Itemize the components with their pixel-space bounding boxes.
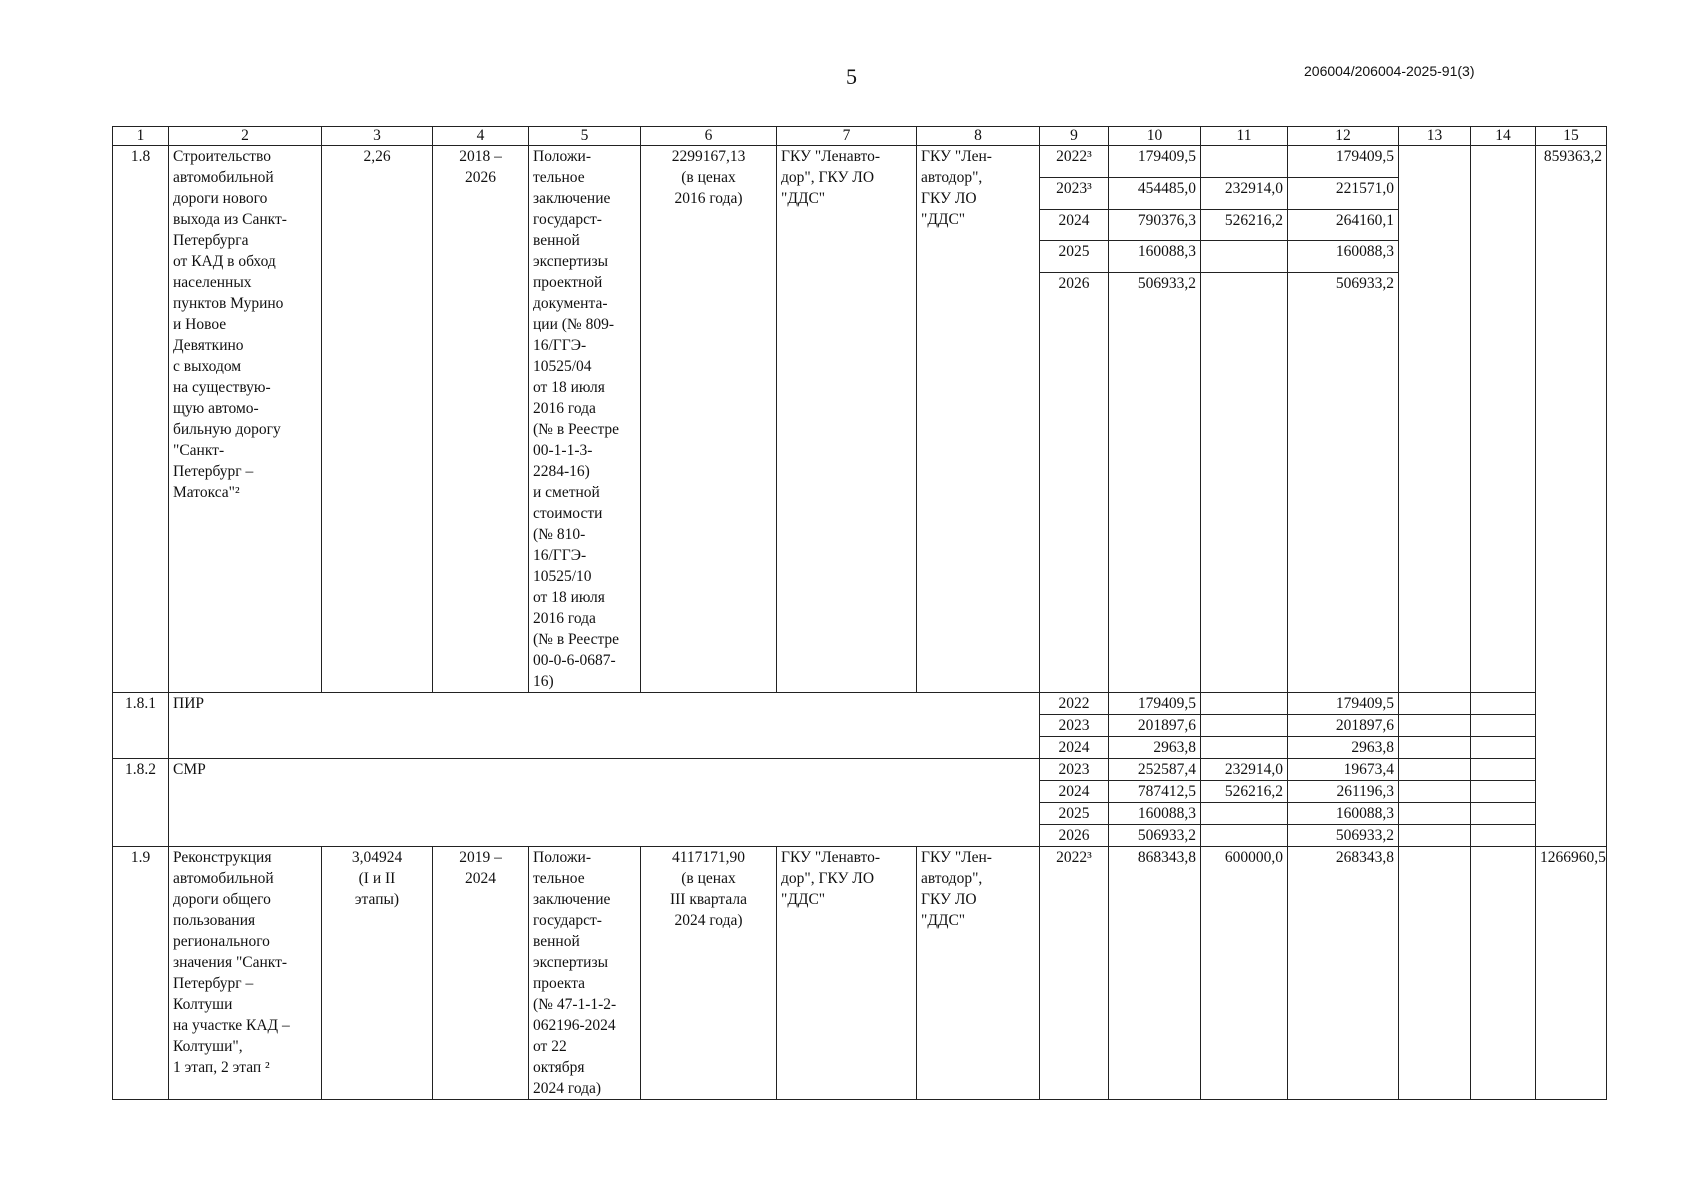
- object-years: 2019 – 2024: [433, 847, 529, 1100]
- value-cell: 232914,0: [1201, 759, 1288, 781]
- col-header: 10: [1109, 127, 1201, 146]
- value-cell: [1201, 737, 1288, 759]
- col-header: 3: [322, 127, 433, 146]
- value-cell: 201897,6: [1109, 715, 1201, 737]
- value-cell: 201897,6: [1288, 715, 1399, 737]
- empty-cell: [1471, 803, 1536, 825]
- empty-cell: [1399, 737, 1471, 759]
- value-cell: [1201, 715, 1288, 737]
- value-cell: 160088,3: [1288, 803, 1399, 825]
- value-cell: 268343,8: [1288, 847, 1399, 1100]
- empty-cell: [1399, 781, 1471, 803]
- expertise-doc: Положи- тельное заключение государст- венной экспертизы проекта (№ 47-1-1-2- 062196-2024 от 22 октября 2024 года): [529, 847, 641, 1100]
- value-cell: [1201, 146, 1288, 178]
- operator: ГКУ "Лен- автодор", ГКУ ЛО "ДДС": [917, 146, 1040, 693]
- value-cell: 160088,3: [1109, 241, 1201, 273]
- empty-cell: [1471, 847, 1536, 1100]
- value-cell: 526216,2: [1201, 781, 1288, 803]
- row-number: 1.8.1: [113, 693, 169, 759]
- value-cell: 252587,4: [1109, 759, 1201, 781]
- empty-cell: [1471, 737, 1536, 759]
- value-cell: 179409,5: [1109, 146, 1201, 178]
- col-header: 2: [169, 127, 322, 146]
- row-number: 1.9: [113, 847, 169, 1100]
- year-cell: 2023³: [1040, 177, 1109, 209]
- value-cell: 264160,1: [1288, 209, 1399, 241]
- year-cell: 2025: [1040, 803, 1109, 825]
- customer: ГКУ "Ленавто- дор", ГКУ ЛО "ДДС": [777, 847, 917, 1100]
- value-cell: 2963,8: [1288, 737, 1399, 759]
- empty-cell: [1399, 803, 1471, 825]
- value-cell: 232914,0: [1201, 177, 1288, 209]
- value-cell: 868343,8: [1109, 847, 1201, 1100]
- year-cell: 2022: [1040, 693, 1109, 715]
- value-cell: [1201, 241, 1288, 273]
- year-cell: 2025: [1040, 241, 1109, 273]
- value-cell: 261196,3: [1288, 781, 1399, 803]
- value-cell: 179409,5: [1109, 693, 1201, 715]
- empty-cell: [1399, 759, 1471, 781]
- value-cell: 506933,2: [1288, 825, 1399, 847]
- row-number: 1.8.2: [113, 759, 169, 847]
- value-cell: 19673,4: [1288, 759, 1399, 781]
- value-cell: 179409,5: [1288, 693, 1399, 715]
- investment-table: [112, 126, 1607, 1100]
- empty-cell: [1471, 781, 1536, 803]
- col-header: 14: [1471, 127, 1536, 146]
- value-cell: 221571,0: [1288, 177, 1399, 209]
- empty-cell: [1399, 715, 1471, 737]
- col-header: 1: [113, 127, 169, 146]
- object-name: Строительство автомобильной дороги нового выхода из Санкт- Петербурга от КАД в обход населенных пунктов Мурино и Новое Девяткино с выходом на существую- щую автомо- бильную дорогу "Санкт- Петербург – Матокса"²: [169, 146, 322, 693]
- year-cell: 2022³: [1040, 847, 1109, 1100]
- operator: ГКУ "Лен- автодор", ГКУ ЛО "ДДС": [917, 847, 1040, 1100]
- table-row: [113, 693, 1607, 715]
- value-cell: 179409,5: [1288, 146, 1399, 178]
- value-cell: 787412,5: [1109, 781, 1201, 803]
- document-id: 206004/206004-2025-91(3): [1304, 63, 1475, 79]
- year-cell: 2024: [1040, 781, 1109, 803]
- col-header: 7: [777, 127, 917, 146]
- year-cell: 2023: [1040, 759, 1109, 781]
- value-cell: 506933,2: [1109, 825, 1201, 847]
- col-header: 12: [1288, 127, 1399, 146]
- page-number: 5: [846, 64, 857, 89]
- total-cell: 1266960,5: [1536, 847, 1607, 1100]
- year-cell: 2026: [1040, 825, 1109, 847]
- customer: ГКУ "Ленавто- дор", ГКУ ЛО "ДДС": [777, 146, 917, 693]
- year-cell: 2024: [1040, 737, 1109, 759]
- stage-label: ПИР: [169, 693, 1040, 759]
- empty-cell: [1471, 693, 1536, 715]
- empty-cell: [1471, 146, 1536, 693]
- col-header: 8: [917, 127, 1040, 146]
- value-cell: [1201, 825, 1288, 847]
- estimated-cost: 2299167,13 (в ценах 2016 года): [641, 146, 777, 693]
- empty-cell: [1471, 825, 1536, 847]
- header-row: [113, 127, 1607, 146]
- table-row: [113, 847, 1607, 1100]
- empty-cell: [1399, 693, 1471, 715]
- col-header: 6: [641, 127, 777, 146]
- value-cell: [1201, 693, 1288, 715]
- col-header: 9: [1040, 127, 1109, 146]
- row-number: 1.8: [113, 146, 169, 693]
- year-cell: 2023: [1040, 715, 1109, 737]
- object-length: 3,04924 (I и II этапы): [322, 847, 433, 1100]
- value-cell: [1201, 273, 1288, 693]
- value-cell: 790376,3: [1109, 209, 1201, 241]
- empty-cell: [1399, 847, 1471, 1100]
- estimated-cost: 4117171,90 (в ценах III квартала 2024 года): [641, 847, 777, 1100]
- value-cell: 2963,8: [1109, 737, 1201, 759]
- object-years: 2018 – 2026: [433, 146, 529, 693]
- total-cell: 859363,2: [1536, 146, 1607, 847]
- col-header: 11: [1201, 127, 1288, 146]
- value-cell: 506933,2: [1109, 273, 1201, 693]
- value-cell: 506933,2: [1288, 273, 1399, 693]
- empty-cell: [1471, 715, 1536, 737]
- table-row: [113, 759, 1607, 781]
- year-cell: 2026: [1040, 273, 1109, 693]
- year-cell: 2024: [1040, 209, 1109, 241]
- empty-cell: [1399, 146, 1471, 693]
- empty-cell: [1471, 759, 1536, 781]
- stage-label: СМР: [169, 759, 1040, 847]
- value-cell: 526216,2: [1201, 209, 1288, 241]
- year-cell: 2022³: [1040, 146, 1109, 178]
- table-row: [113, 146, 1607, 178]
- object-name: Реконструкция автомобильной дороги общего пользования регионального значения "Санкт- Петербург – Колтуши на участке КАД – Колтуши", 1 этап, 2 этап ²: [169, 847, 322, 1100]
- value-cell: 600000,0: [1201, 847, 1288, 1100]
- empty-cell: [1399, 825, 1471, 847]
- col-header: 15: [1536, 127, 1607, 146]
- value-cell: 160088,3: [1288, 241, 1399, 273]
- expertise-doc: Положи- тельное заключение государст- венной экспертизы проектной документа- ции (№ 809- 16/ГГЭ- 10525/04 от 18 июля 2016 года (№ в Реестре 00-1-1-3- 2284-16) и сметной стоимости (№ 810- 16/ГГЭ- 10525/10 от 18 июля 2016 года (№ в Реестре 00-0-6-0687- 16): [529, 146, 641, 693]
- col-header: 4: [433, 127, 529, 146]
- object-length: 2,26: [322, 146, 433, 693]
- value-cell: [1201, 803, 1288, 825]
- col-header: 13: [1399, 127, 1471, 146]
- col-header: 5: [529, 127, 641, 146]
- value-cell: 454485,0: [1109, 177, 1201, 209]
- value-cell: 160088,3: [1109, 803, 1201, 825]
